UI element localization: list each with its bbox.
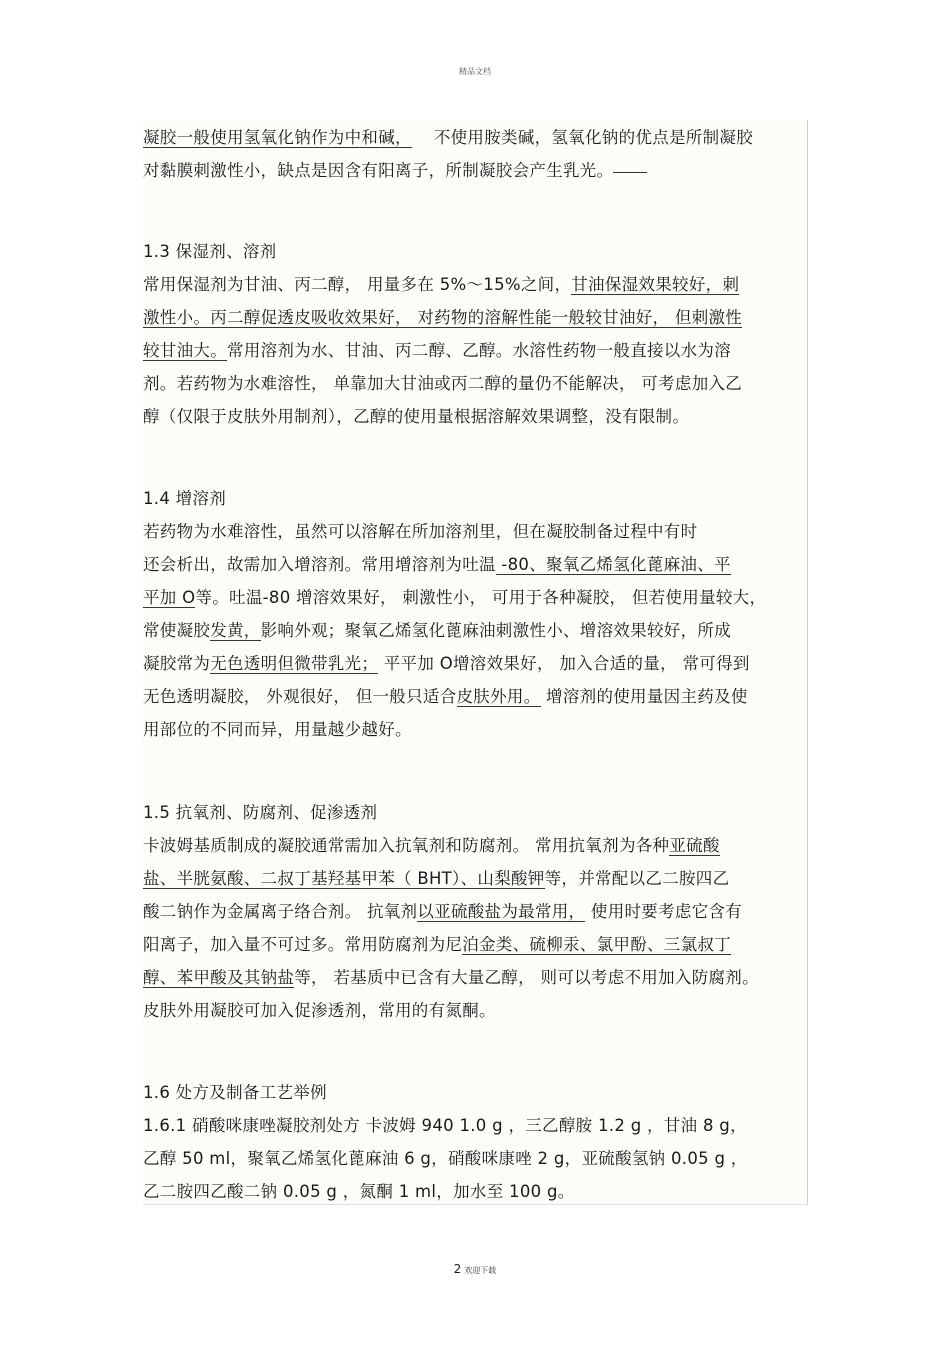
text-line: 用部位的不同而异，用量越少越好。	[143, 720, 412, 739]
section-1-6	[143, 1076, 805, 1208]
page-number: 2	[453, 1262, 462, 1276]
text-span: 等， 若基质中已含有大量乙醇， 则可以考虑不用加入防腐剂。	[294, 968, 759, 987]
section-1-5	[143, 796, 805, 1027]
underlined-text: 丙二醇促透皮吸收效果好， 对药物的溶解性能一般较甘油好， 但刺激性	[210, 308, 743, 327]
text-span: 酸二钠作为金属离子络合剂。 抗氧剂	[143, 902, 418, 921]
text-line: 剂。若药物为水难溶性， 单靠加大甘油或丙二醇的量仍不能解决， 可考虑加入乙	[143, 374, 743, 393]
underlined-text: 以亚硫酸盐为最常用，	[417, 902, 586, 921]
text-span: 常用保湿剂为甘油、丙二醇， 用量多在 5%～15%之间，	[143, 275, 572, 294]
text-span: 平平加 O增溶效果好， 加入合适的量， 常可得到	[378, 654, 750, 673]
underlined-text: 发黄，	[210, 621, 261, 640]
text-span: 凝胶常为	[143, 654, 211, 673]
text-line: 乙醇 50 ml，聚氧乙烯氢化蓖麻油 6 g，硝酸咪康唑 2 g，亚硫酸氢钠 0.05 g ，	[143, 1149, 748, 1168]
text-span: 增溶剂的使用量因主药及使	[540, 687, 748, 706]
text-span: 无色透明凝胶， 外观很好， 但一般只适合	[143, 687, 457, 706]
text-span: 阳离子，加入量不可过多。常用防腐剂为尼	[143, 935, 463, 954]
text-line: 若药物为水难溶性，虽然可以溶解在所加溶剂里，但在凝胶制备过程中有时	[143, 522, 698, 541]
page-header: 精品文档	[459, 67, 491, 76]
underlined-text: 皮肤外用。	[456, 687, 541, 706]
section-1-3	[143, 235, 805, 433]
underlined-text: 凝胶一般使用氢氧化钠作为中和碱，	[143, 128, 412, 147]
text-span: 影响外观；聚氧乙烯氢化蓖麻油刺激性小、增溶效果较好，所成	[260, 621, 732, 640]
text-line: 1.6.1 硝酸咪康唑凝胶剂处方 卡波姆 940 1.0 g ，三乙醇胺 1.2 g ，甘油 8 g，	[143, 1116, 747, 1135]
text-span: 对黏膜刺激性小，缺点是因含有阳离子，所制凝胶会产生乳光。	[143, 161, 614, 180]
section-heading: 1.6 处方及制备工艺举例	[143, 1083, 327, 1102]
section-1-4	[143, 482, 805, 746]
text-span: 不使用胺类碱，氢氧化钠的优点是所制凝胶	[433, 128, 754, 147]
underlined-text: 较甘油大。	[143, 341, 227, 360]
underlined-text: 甘油保湿效果较好，刺	[571, 275, 740, 294]
text-span: 使用时要考虑它含有	[585, 902, 743, 921]
underlined-text: 醇、苯甲酸及其钠盐	[143, 968, 295, 987]
underlined-text: -80、聚氧乙烯氢化蓖麻油、平	[495, 555, 731, 574]
underlined-text: 平加 O	[143, 588, 196, 607]
page-footer	[0, 1258, 950, 1277]
underlined-text: 激性小。	[143, 308, 211, 327]
text-span: 还会析出，故需加入增溶剂。常用增溶剂为吐温	[143, 555, 496, 574]
paragraph-intro	[143, 121, 805, 187]
underlined-text: 无色透明但微带乳光；	[210, 654, 379, 673]
section-heading: 1.3 保湿剂、溶剂	[143, 242, 277, 261]
text-line: 醇（仅限于皮肤外用制剂），乙醇的使用量根据溶解效果调整，没有限制。	[143, 407, 690, 426]
section-heading: 1.4 增溶剂	[143, 489, 227, 508]
section-heading: 1.5 抗氧剂、防腐剂、促渗透剂	[143, 803, 378, 822]
footer-text: 欢迎下载	[464, 1266, 497, 1275]
underlined-text: 亚硫酸	[669, 836, 720, 855]
text-span: 常用溶剂为水、甘油、丙二醇、乙醇。水溶性药物一般直接以水为溶	[227, 341, 731, 360]
underlined-text: 盐、半胱氨酸、二叔丁基羟基甲苯（ BHT）、山梨酸钾	[143, 869, 545, 888]
underlined-text: 泊金类、硫柳汞、氯甲酚、三氯叔丁	[462, 935, 732, 954]
text-span: 等，并常配以乙二胺四乙	[544, 869, 730, 888]
text-line: 皮肤外用凝胶可加入促渗透剂，常用的有氮酮。	[143, 1001, 496, 1020]
text-span: 常使凝胶	[143, 621, 211, 640]
text-span: 等。吐温-80 增溶效果好， 刺激性小， 可用于各种凝胶， 但若使用量较大，	[195, 588, 767, 607]
underline-mark	[613, 154, 647, 173]
text-span: 卡波姆基质制成的凝胶通常需加入抗氧剂和防腐剂。 常用抗氧剂为各种	[143, 836, 670, 855]
text-line: 乙二胺四乙酸二钠 0.05 g ，氮酮 1 ml，加水至 100 g。	[143, 1182, 575, 1201]
